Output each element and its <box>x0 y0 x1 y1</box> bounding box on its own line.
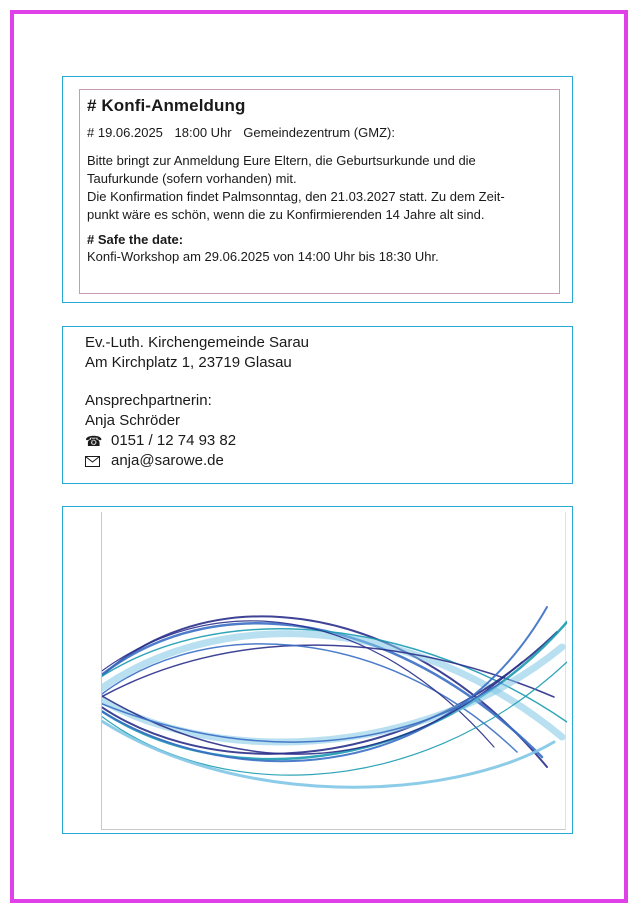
text-line: Bitte bringt zur Anmeldung Eure Eltern, die Geburtsurkunde und die <box>87 153 476 168</box>
fish-symbol-illustration <box>102 512 567 830</box>
announcement-title: # Konfi-Anmeldung <box>87 96 246 115</box>
fish-illustration-frame <box>101 512 566 830</box>
event-date: # 19.06.2025 <box>87 125 163 140</box>
text-line: Die Konfirmation findet Palmsonntag, den 21.03.2027 statt. Zu dem Zeit- <box>87 189 505 204</box>
image-box <box>62 506 573 834</box>
envelope-icon <box>85 456 111 467</box>
announcement-box <box>62 76 573 303</box>
event-time: 18:00 Uhr <box>174 125 232 140</box>
workshop-text: Konfi-Workshop am 29.06.2025 von 14:00 Uhr bis 18:30 Uhr. <box>87 249 439 264</box>
organization-address: Am Kirchplatz 1, 23719 Glasau <box>85 354 292 371</box>
announcement-inner-frame <box>79 89 560 294</box>
safe-the-date-heading: # Safe the date: <box>87 232 184 247</box>
event-location: Gemeindezentrum (GMZ): <box>243 125 395 140</box>
contact-name: Anja Schröder <box>85 412 181 429</box>
email-row <box>85 451 572 471</box>
email-address[interactable]: anja@sarowe.de <box>111 452 224 469</box>
organization-name: Ev.-Luth. Kirchengemeinde Sarau <box>85 334 310 351</box>
text-line: Taufurkunde (sofern vorhanden) mit. <box>87 171 297 186</box>
phone-icon: ☎ <box>85 433 103 449</box>
contact-box <box>62 326 573 484</box>
phone-number[interactable]: 0151 / 12 74 93 82 <box>111 432 237 449</box>
event-details <box>87 125 551 140</box>
text-line: punkt wäre es schön, wenn die zu Konfirmierenden 14 Jahre alt sind. <box>87 207 485 222</box>
fish-stroke <box>102 662 567 775</box>
phone-row <box>85 431 572 451</box>
contact-label: Ansprechpartnerin: <box>85 392 212 409</box>
fish-stroke <box>102 644 517 752</box>
fish-stroke <box>102 647 562 742</box>
announcement-text <box>87 152 551 224</box>
